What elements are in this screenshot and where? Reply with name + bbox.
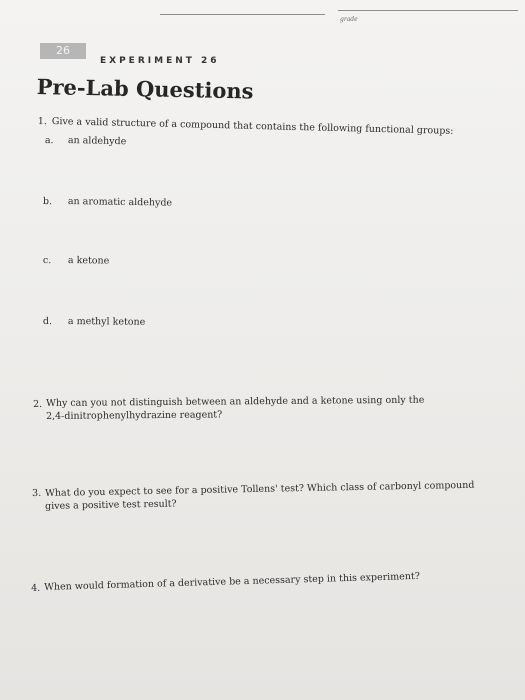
question-1b-letter: b. — [42, 196, 53, 208]
question-2-line2: 2,4-dinitrophenylhydrazine reagent? — [46, 409, 223, 422]
question-1-number: 1. — [37, 116, 48, 128]
question-4-number: 4. — [31, 582, 41, 594]
question-3-line1: What do you expect to see for a positive Tollens' test? Which class of carbonyl compound — [45, 479, 475, 499]
question-1b-text: an aromatic aldehyde — [67, 196, 173, 209]
question-3-line2: gives a positive test result? — [45, 498, 177, 512]
question-1c-letter: c. — [42, 255, 52, 267]
grade-line — [338, 10, 518, 11]
question-1a-letter: a. — [44, 135, 54, 147]
question-3-number: 3. — [32, 487, 42, 499]
question-1d-text: a methyl ketone — [67, 316, 146, 328]
question-1c-text: a ketone — [67, 255, 110, 267]
experiment-label: EXPERIMENT 26 — [100, 56, 220, 66]
answer-line-top — [160, 14, 325, 15]
question-4-line1: When would formation of a derivative be a necessary step in this experiment? — [44, 570, 421, 593]
question-2-number: 2. — [33, 398, 43, 410]
question-2-line1: Why can you not distinguish between an aldehyde and a ketone using only the — [46, 394, 425, 409]
experiment-number-badge: 26 — [40, 43, 86, 59]
question-1-text: Give a valid structure of a compound that contains the following functional groups: — [51, 116, 454, 137]
page-title: Pre-Lab Questions — [36, 74, 254, 104]
question-1d-letter: d. — [42, 316, 53, 328]
question-1a-text: an aldehyde — [67, 135, 127, 148]
grade-label: grade — [340, 16, 358, 23]
